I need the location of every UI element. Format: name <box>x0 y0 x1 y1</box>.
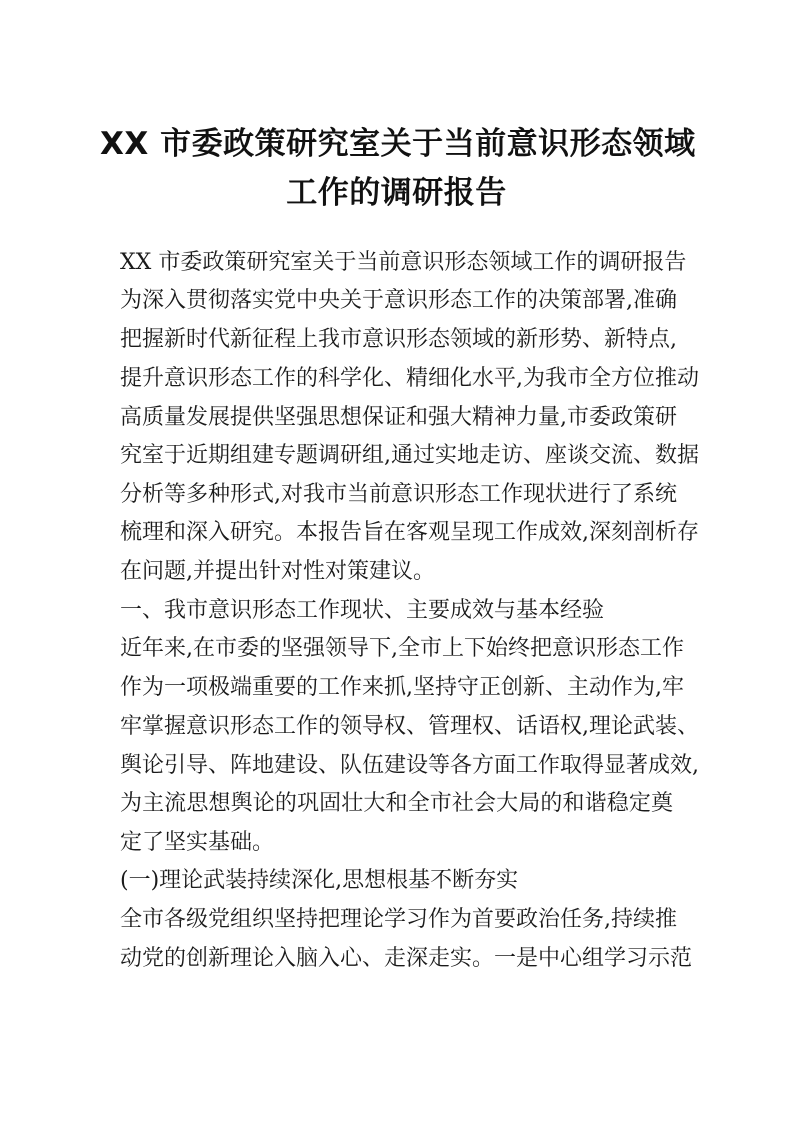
subsection-heading-1: (一)理论武装持续深化,思想根基不断夯实 <box>120 868 519 893</box>
body-line: XX 市委政策研究室关于当前意识形态领域工作的调研报告 <box>120 250 687 275</box>
report-title-line-1: XX 市委政策研究室关于当前意识形态领域 <box>100 126 696 162</box>
body-line-paragraph-end: 定了坚实基础。 <box>120 830 275 855</box>
body-line: 动党的创新理论入脑入心、走深走实。一是中心组学习示范 <box>120 946 693 971</box>
body-line-paragraph-end: 在问题,并提出针对性对策建议。 <box>120 559 435 584</box>
body-line: 提升意识形态工作的科学化、精细化水平,为我市全方位推动 <box>120 366 699 391</box>
body-line: 作为一项极端重要的工作来抓,坚持守正创新、主动作为,牢 <box>120 675 684 700</box>
section-heading-1: 一、我市意识形态工作现状、主要成效与基本经验 <box>120 598 605 623</box>
body-line: 全市各级党组织坚持把理论学习作为首要政治任务,持续推 <box>120 907 677 932</box>
body-line: 为主流思想舆论的巩固壮大和全市社会大局的和谐稳定奠 <box>120 791 673 816</box>
body-line: 近年来,在市委的坚强领导下,全市上下始终把意识形态工作 <box>120 636 684 661</box>
body-line: 分析等多种形式,对我市当前意识形态工作现状进行了系统 <box>120 482 677 507</box>
body-line: 为深入贯彻落实党中央关于意识形态工作的决策部署,准确 <box>120 288 677 313</box>
body-line: 高质量发展提供坚强思想保证和强大精神力量,市委政策研 <box>120 405 677 430</box>
body-line: 舆论引导、阵地建设、队伍建设等各方面工作取得显著成效, <box>120 753 699 778</box>
body-line: 梳理和深入研究。本报告旨在客观呈现工作成效,深刻剖析存 <box>120 520 699 545</box>
body-line: 究室于近期组建专题调研组,通过实地走访、座谈交流、数据 <box>120 443 699 468</box>
body-line: 把握新时代新征程上我市意识形态领域的新形势、新特点, <box>120 327 677 352</box>
report-title-line-2: 工作的调研报告 <box>286 175 507 211</box>
body-line: 牢掌握意识形态工作的领导权、管理权、话语权,理论武装、 <box>120 714 699 739</box>
